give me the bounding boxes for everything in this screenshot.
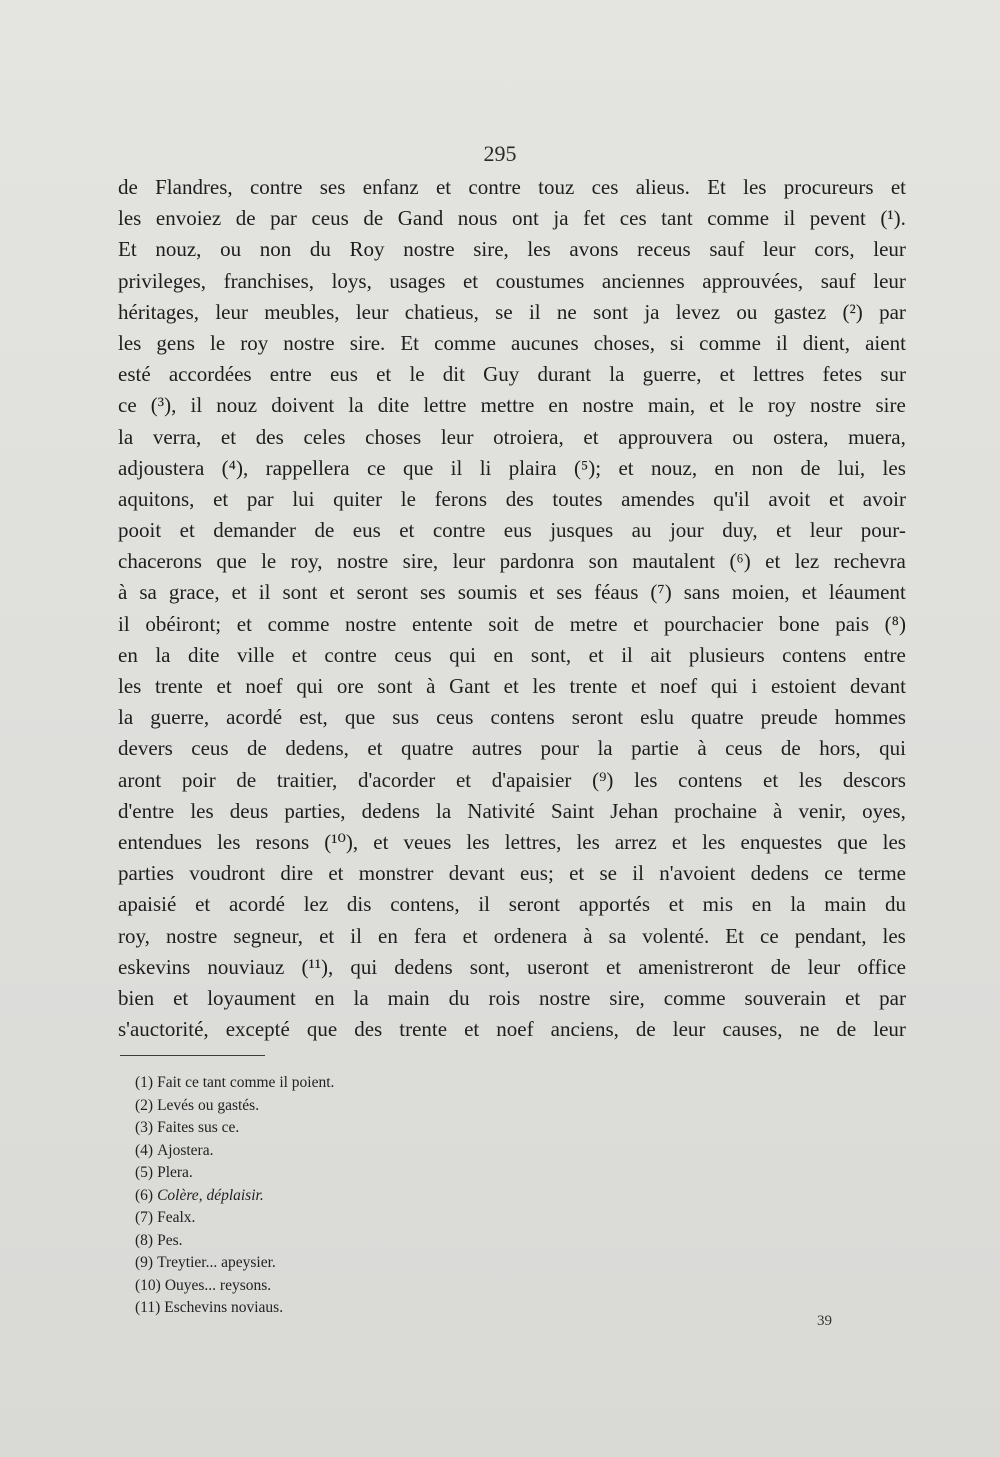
- footnote: [135, 1095, 535, 1118]
- text-line: ce (³), il nouz doivent la dite lettre mettre en nostre main, et le roy nostre sire: [118, 393, 906, 418]
- text-line: eskevins nouviauz (¹¹), qui dedens sont, useront et amenistreront de leur office: [118, 954, 906, 979]
- text-line: bien et loyaument en la main du rois nostre sire, comme souverain et par: [118, 985, 906, 1010]
- text-line: la guerre, acordé est, que sus ceus contens seront eslu quatre preude hommes: [118, 705, 906, 730]
- footnote-text: Faites sus ce.: [157, 1119, 240, 1136]
- footnote-number: (11): [135, 1299, 161, 1316]
- text-line: Et nouz, ou non du Roy nostre sire, les avons receus sauf leur cors, leur: [118, 237, 906, 262]
- text-line: entendues les resons (¹⁰), et veues les lettres, les arrez et les enquestes que les: [118, 829, 906, 854]
- footnote-number: (2): [135, 1096, 154, 1114]
- footnote: [135, 1140, 535, 1163]
- text-line: aront poir de traitier, d'acorder et d'apaisier (⁹) les contens et les descors: [118, 767, 906, 792]
- footnote: [135, 1162, 535, 1185]
- footnote-number: (7): [135, 1209, 154, 1226]
- text-line: les trente et noef qui ore sont à Gant et les trente et noef qui i estoient devant: [118, 674, 906, 698]
- footnote-number: (5): [135, 1164, 154, 1181]
- footnote-text: Fealx.: [157, 1209, 196, 1226]
- footnote: [135, 1230, 535, 1253]
- text-line: les gens le roy nostre sire. Et comme aucunes choses, si comme il dient, aient: [118, 330, 906, 355]
- footnote-number: (8): [135, 1231, 154, 1249]
- footnote-text: Ajostera.: [157, 1141, 214, 1159]
- footnote-text: Levés ou gastés.: [157, 1096, 260, 1114]
- text-line: privileges, franchises, loys, usages et coustumes anciennes approuvées, sauf leur: [118, 268, 906, 293]
- footnote: [135, 1207, 535, 1230]
- signature-mark: 39: [817, 1313, 832, 1329]
- text-line: parties voudront dire et monstrer devant eus; et se il n'avoient dedens ce terme: [118, 861, 906, 886]
- footnote: [135, 1185, 535, 1208]
- footnote-number: (9): [135, 1254, 154, 1271]
- text-line: aquitons, et par lui quiter le ferons des toutes amendes qu'il avoit et avoir: [118, 486, 906, 511]
- text-line: devers ceus de dedens, et quatre autres pour la partie à ceus de hors, qui: [118, 736, 906, 761]
- footnote: [135, 1252, 535, 1275]
- text-line: esté accordées entre eus et le dit Guy durant la guerre, et lettres fetes sur: [118, 362, 906, 387]
- footnote-number: (4): [135, 1141, 154, 1159]
- footnote: [135, 1297, 535, 1320]
- footnote-number: (10): [135, 1276, 161, 1294]
- text-line: de Flandres, contre ses enfanz et contre touz ces alieus. Et les procureurs et: [118, 175, 906, 199]
- text-line: à sa grace, et il sont et seront ses soumis et ses féaus (⁷) sans moien, et léaument: [118, 580, 906, 605]
- footnote-text: Ouyes... reysons.: [164, 1276, 272, 1294]
- footnote-text: Fait ce tant comme il poient.: [157, 1074, 335, 1091]
- footnote-text: Pes.: [157, 1231, 183, 1249]
- text-line: en la dite ville et contre ceus qui en sont, et il ait plusieurs contens entre: [118, 642, 906, 667]
- footnote-number: (6): [135, 1186, 154, 1204]
- page-number: 295: [483, 141, 517, 166]
- footnote: [135, 1117, 535, 1140]
- footnote-text: Colère, déplaisir.: [157, 1186, 264, 1204]
- footnote-text: Eschevins noviaus.: [164, 1299, 284, 1316]
- text-line: il obéiront; et comme nostre entente soit de metre et pourchacier bone pais (⁸): [118, 611, 906, 636]
- body-text: [118, 172, 906, 1045]
- footnote-text: Plera.: [157, 1164, 193, 1181]
- text-line: chacerons que le roy, nostre sire, leur pardonra son mautalent (⁶) et lez rechevra: [118, 549, 906, 574]
- footnote: [135, 1275, 535, 1298]
- text-line: pooit et demander de eus et contre eus jusques au jour duy, et leur pour-: [118, 518, 906, 543]
- text-line: s'auctorité, excepté que des trente et noef anciens, de leur causes, ne de leur: [118, 1017, 906, 1042]
- text-line: les envoiez de par ceus de Gand nous ont ja fet ces tant comme il pevent (¹).: [118, 206, 906, 231]
- footnote-number: (3): [135, 1119, 154, 1136]
- text-line: héritages, leur meubles, leur chatieus, se il ne sont ja levez ou gastez (²) par: [118, 299, 906, 324]
- text-line: apaisié et acordé lez dis contens, il seront apportés et mis en la main du: [118, 892, 906, 917]
- footnotes: [135, 1072, 535, 1320]
- text-line: d'entre les deus parties, dedens la Nativité Saint Jehan prochaine à venir, oyes,: [118, 798, 906, 823]
- text-line: la verra, et des celes choses leur otroiera, et approuvera ou ostera, muera,: [118, 424, 906, 449]
- footnote-number: (1): [135, 1074, 154, 1091]
- text-line: adjoustera (⁴), rappellera ce que il li plaira (⁵); et nouz, en non de lui, les: [118, 455, 906, 480]
- text-line: roy, nostre segneur, et il en fera et ordenera à sa volenté. Et ce pendant, les: [118, 923, 906, 948]
- footnote: [135, 1072, 535, 1095]
- footnote-text: Treytier... apeysier.: [157, 1254, 276, 1271]
- footnote-separator: [120, 1055, 265, 1056]
